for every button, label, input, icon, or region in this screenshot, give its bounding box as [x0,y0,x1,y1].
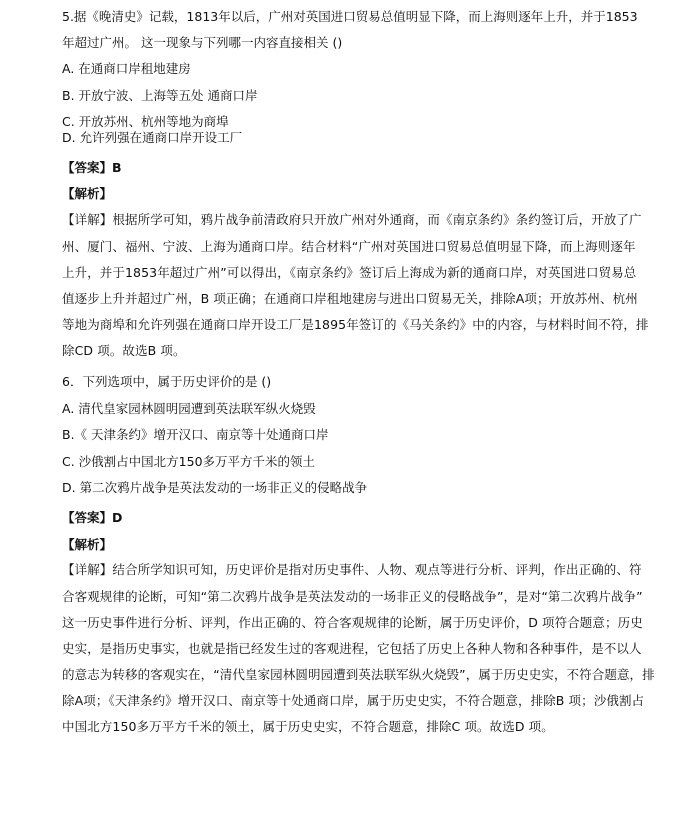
q5-detail-line: 州、厦门、福州、宁波、上海为通商口岸。结合材料“广州对英国进口贸易总值明显下降，而上海则逐年 [62,239,636,254]
q5-option-a: A. 在通商口岸租地建房 [62,61,191,76]
q5-answer: 【答案】B [62,160,122,175]
q6-option-c: C. 沙俄割占中国北方150多万平方千米的领土 [62,454,316,469]
q6-detail-line: 除A项；《天津条约》增开汉口、南京等十处通商口岸，属于历史史实，不符合题意，排除B 项；沙俄割占 [62,693,645,708]
q6-detail-line: 中国北方150多万平方千米的领土，属于历史史实，不符合题意，排除C 项。故选D 项。 [62,719,554,734]
q5-stem-line-1: 5.据《晚清史》记载，1813年以后，广州对英国进口贸易总值明显下降，而上海则逐年上升，并于1853 [62,9,638,24]
q6-detail-line: 这一历史事件进行分析、评判，作出正确的、符合客观规律的论断，属于历史评价，D 项符合题意；历史 [62,615,643,630]
q5-option-c: C. 开放苏州、杭州等地为商埠 [62,114,229,129]
q5-analysis-label: 【解析】 [62,186,113,201]
q6-stem: 6．下列选项中，属于历史评价的是 () [62,374,272,389]
q5-stem-line-2: 年超过广州。 这一现象与下列哪一内容直接相关 () [62,35,343,50]
q5-detail-line: 值逐步上升并超过广州，B 项正确；在通商口岸租地建房与进出口贸易无关，排除A项；开放苏州、杭州 [62,291,638,306]
q5-detail-line: 除CD 项。故选B 项。 [62,343,186,358]
q6-detail-line: 史实，是指历史事实，也就是指已经发生过的客观进程，它包括了历史上各种人物和各种事件，是不以人 [62,641,642,656]
q6-detail-line: 的意志为转移的客观实在，“清代皇家园林圆明园遭到英法联军纵火烧毁”，属于历史史实，不符合题意，排 [62,667,655,682]
q6-detail-line: 合客观规律的论断，可知“第二次鸦片战争是英法发动的一场非正义的侵略战争”，是对“第二次鸦片战争” [62,589,643,604]
q5-detail-line: 上升，并于1853年超过广州”可以得出，《南京条约》签订后上海成为新的通商口岸，对英国进口贸易总 [62,265,637,280]
q6-analysis-label: 【解析】 [62,537,113,552]
q5-detail-line: 【详解】根据所学可知，鸦片战争前清政府只开放广州对外通商，而《南京条约》条约签订后，开放了广 [62,212,642,227]
q5-detail-line: 等地为商埠和允许列强在通商口岸开设工厂是1895年签订的《马关条约》中的内容，与材料时间不符，排 [62,317,649,332]
q5-option-d: D. 允许列强在通商口岸开设工厂 [62,130,243,145]
q6-answer: 【答案】D [62,510,123,525]
q6-option-b: B.《 天津条约》增开汉口、南京等十处通商口岸 [62,427,329,442]
q6-option-d: D. 第二次鸦片战争是英法发动的一场非正义的侵略战争 [62,480,368,495]
q6-option-a: A. 清代皇家园林圆明园遭到英法联军纵火烧毁 [62,401,316,416]
q6-detail-line: 【详解】结合所学知识可知，历史评价是指对历史事件、人物、观点等进行分析、评判，作出正确的、符 [62,562,642,577]
q5-option-b: B. 开放宁波、上海等五处 通商口岸 [62,88,258,103]
